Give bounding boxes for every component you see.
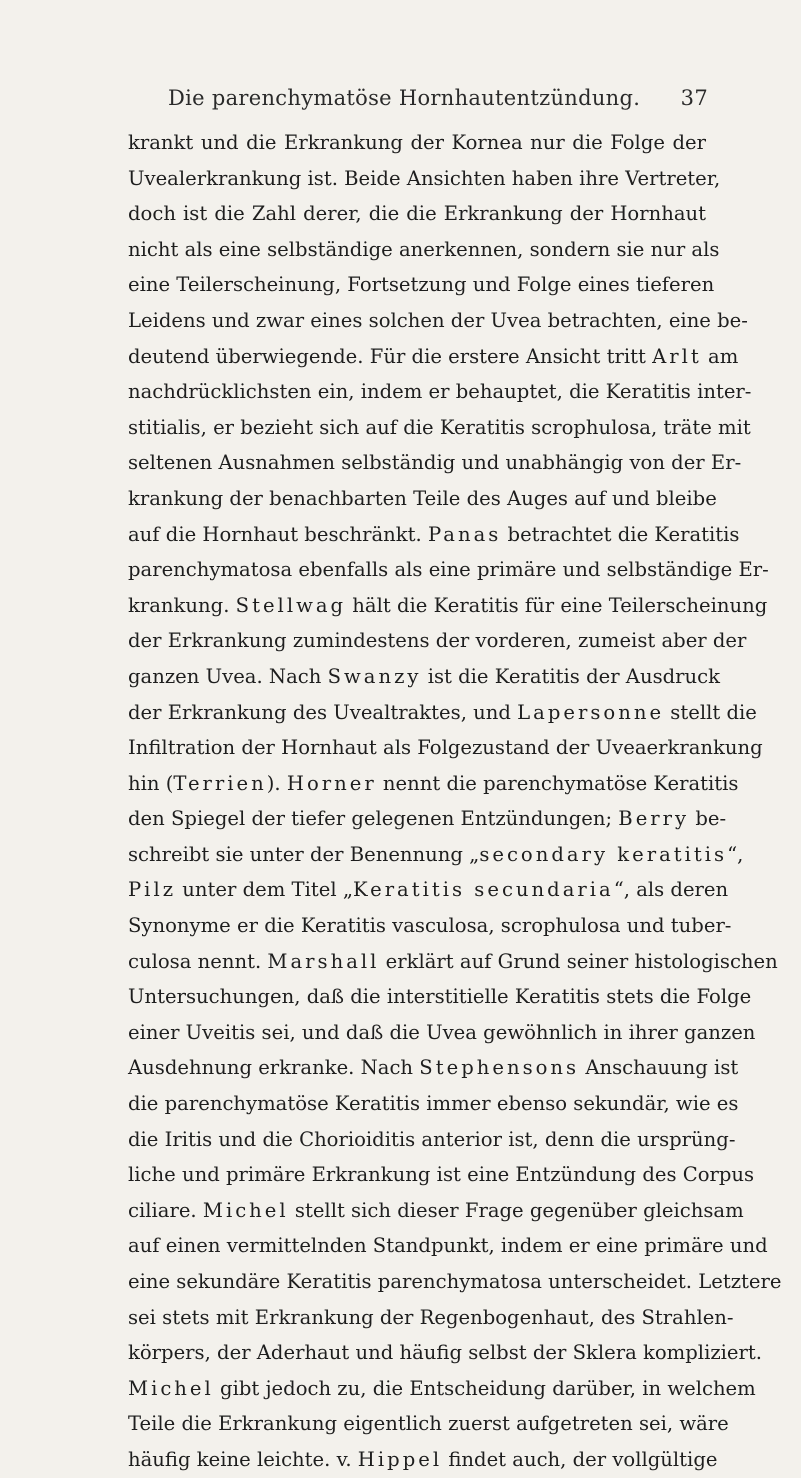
text-run: stitialis, er bezieht sich auf die Keratitis scrophulosa, träte mit bbox=[128, 415, 751, 439]
text-run: liche und primäre Erkrankung ist eine Entzündung des Corpus bbox=[128, 1163, 755, 1187]
text-line bbox=[128, 801, 727, 837]
text-line bbox=[128, 908, 732, 944]
text-line bbox=[128, 481, 717, 517]
text-run: “, als deren bbox=[613, 878, 729, 902]
text-line bbox=[128, 1300, 734, 1336]
text-line bbox=[128, 1193, 744, 1229]
text-run: be- bbox=[689, 807, 727, 831]
text-line bbox=[128, 339, 739, 375]
text-run: der Erkrankung des Uvealtraktes, und bbox=[128, 700, 518, 724]
text-line bbox=[128, 1371, 756, 1407]
text-run: stellt sich dieser Frage gegenüber gleichsam bbox=[288, 1198, 744, 1222]
text-line bbox=[128, 1157, 755, 1193]
spaced-name: Stephensons bbox=[419, 1056, 580, 1080]
text-line bbox=[128, 1015, 756, 1051]
spaced-name: Terrien bbox=[173, 771, 267, 795]
text-run: häufig keine leichte. v. bbox=[128, 1447, 358, 1471]
text-run: Leidens und zwar eines solchen der Uvea betrachten, eine be- bbox=[128, 308, 748, 332]
text-run: hin ( bbox=[128, 771, 174, 795]
text-run: am bbox=[701, 344, 739, 368]
text-run: parenchymatosa ebenfalls als eine primäre und selbständige Er- bbox=[128, 558, 769, 582]
spaced-name: Panas bbox=[427, 522, 502, 546]
text-line bbox=[128, 872, 729, 908]
text-run: auf einen vermittelnden Standpunkt, indem er eine primäre und bbox=[128, 1234, 768, 1258]
text-run: Synonyme er die Keratitis vasculosa, scrophulosa und tuber- bbox=[128, 914, 732, 938]
text-line bbox=[128, 1050, 739, 1086]
text-run: ganzen Uvea. Nach bbox=[128, 664, 328, 688]
text-line bbox=[128, 552, 769, 588]
text-run: krankt und die Erkrankung der Kornea nur die Folge der bbox=[128, 131, 706, 154]
text-line bbox=[128, 1442, 718, 1478]
text-run: krankung der benachbarten Teile des Auges auf und bleibe bbox=[128, 486, 717, 510]
text-run: Ausdehnung erkranke. Nach bbox=[128, 1056, 420, 1080]
text-line bbox=[128, 659, 721, 695]
running-header bbox=[168, 86, 708, 110]
text-line bbox=[128, 695, 757, 731]
text-run: eine Teilerscheinung, Fortsetzung und Folge eines tieferen bbox=[128, 273, 715, 297]
running-title: Die parenchymatöse Hornhautentzündung. bbox=[168, 86, 641, 110]
text-line bbox=[128, 623, 747, 659]
text-line bbox=[128, 303, 748, 339]
text-run: ciliare. bbox=[128, 1198, 203, 1222]
text-run: die Iritis und die Chorioiditis anterior ist, denn die ursprüng- bbox=[128, 1127, 736, 1151]
text-run: die parenchymatöse Keratitis immer ebenso sekundär, wie es bbox=[128, 1092, 739, 1116]
text-line bbox=[128, 1335, 762, 1371]
text-run: seltenen Ausnahmen selbständig und unabhängig von der Er- bbox=[128, 451, 742, 475]
spaced-name: secondary keratitis bbox=[479, 842, 728, 866]
text-run: “, bbox=[727, 842, 744, 866]
text-run: gibt jedoch zu, die Entscheidung darüber, in welchem bbox=[213, 1376, 756, 1400]
text-line bbox=[128, 1228, 768, 1264]
text-line bbox=[128, 410, 751, 446]
text-run: Teile die Erkrankung eigentlich zuerst aufgetreten sei, wäre bbox=[128, 1412, 729, 1436]
text-line bbox=[128, 232, 720, 268]
text-run: erklärt auf Grund seiner histologischen bbox=[379, 949, 778, 973]
text-run: hält die Keratitis für eine Teilerscheinung bbox=[346, 593, 768, 617]
page-number: 37 bbox=[680, 86, 708, 110]
text-run: unter dem Titel „ bbox=[176, 878, 353, 902]
spaced-name: Lapersonne bbox=[517, 700, 665, 724]
spaced-name: Swanzy bbox=[327, 664, 422, 688]
text-run: nicht als eine selbständige anerkennen, sondern sie nur als bbox=[128, 237, 720, 261]
text-line bbox=[128, 588, 768, 624]
text-run: deutend überwiegende. Für die erstere Ansicht tritt bbox=[128, 344, 653, 368]
text-line bbox=[128, 161, 721, 197]
text-run: körpers, der Aderhaut und häufig selbst der Sklera kompliziert. bbox=[128, 1341, 762, 1365]
spaced-name: Keratitis secundaria bbox=[352, 878, 614, 902]
text-line bbox=[128, 979, 752, 1015]
text-run: schreibt sie unter der Benennung „ bbox=[128, 842, 480, 866]
spaced-name: Stellwag bbox=[235, 593, 347, 617]
spaced-name: Berry bbox=[618, 807, 690, 831]
text-line bbox=[128, 730, 763, 766]
text-run: ). bbox=[266, 771, 287, 795]
text-run: ist die Keratitis der Ausdruck bbox=[421, 664, 721, 688]
spaced-name: Hippel bbox=[357, 1447, 443, 1471]
text-run: Infiltration der Hornhaut als Folgezustand der Uveaerkrankung bbox=[128, 736, 763, 760]
text-run: der Erkrankung zumindestens der vorderen, zumeist aber der bbox=[128, 629, 747, 653]
text-line bbox=[128, 837, 744, 873]
text-run: doch ist die Zahl derer, die die Erkrankung der Hornhaut bbox=[128, 202, 706, 226]
text-run: sei stets mit Erkrankung der Regenbogenhaut, des Strahlen- bbox=[128, 1305, 734, 1329]
text-run: betrachtet die Keratitis bbox=[501, 522, 740, 546]
spaced-name: Arlt bbox=[652, 344, 702, 368]
text-run: stellt die bbox=[664, 700, 757, 724]
text-line bbox=[128, 125, 706, 161]
text-line bbox=[128, 944, 778, 980]
text-line bbox=[128, 766, 739, 802]
text-run: Uvealerkrankung ist. Beide Ansichten haben ihre Vertreter, bbox=[128, 166, 721, 190]
text-line bbox=[128, 374, 752, 410]
text-run: eine sekundäre Keratitis parenchymatosa unterscheidet. Letztere bbox=[128, 1270, 782, 1293]
text-run: culosa nennt. bbox=[128, 949, 268, 973]
body-text bbox=[128, 125, 782, 1478]
spaced-name: Pilz bbox=[128, 878, 177, 902]
text-run: Anschauung ist bbox=[579, 1056, 739, 1080]
text-run: Untersuchungen, daß die interstitielle Keratitis stets die Folge bbox=[128, 985, 752, 1009]
text-run: nennt die parenchymatöse Keratitis bbox=[376, 771, 739, 795]
text-line bbox=[128, 267, 715, 303]
text-line bbox=[128, 445, 742, 481]
spaced-name: Michel bbox=[202, 1198, 289, 1222]
spaced-name: Michel bbox=[128, 1376, 214, 1400]
text-line bbox=[128, 1406, 729, 1442]
text-line bbox=[128, 1264, 782, 1300]
text-run: krankung. bbox=[128, 593, 236, 617]
text-line bbox=[128, 1086, 739, 1122]
text-run: auf die Hornhaut beschränkt. bbox=[128, 522, 428, 546]
text-line bbox=[128, 196, 706, 232]
text-run: findet auch, der vollgültige bbox=[442, 1447, 718, 1471]
text-run: einer Uveitis sei, und daß die Uvea gewöhnlich in ihrer ganzen bbox=[128, 1020, 756, 1044]
text-run: nachdrücklichsten ein, indem er behauptet, die Keratitis inter- bbox=[128, 380, 752, 404]
text-line bbox=[128, 517, 740, 553]
text-run: den Spiegel der tiefer gelegenen Entzündungen; bbox=[128, 807, 619, 831]
spaced-name: Marshall bbox=[267, 949, 380, 973]
text-line bbox=[128, 1122, 736, 1158]
spaced-name: Horner bbox=[286, 771, 377, 795]
